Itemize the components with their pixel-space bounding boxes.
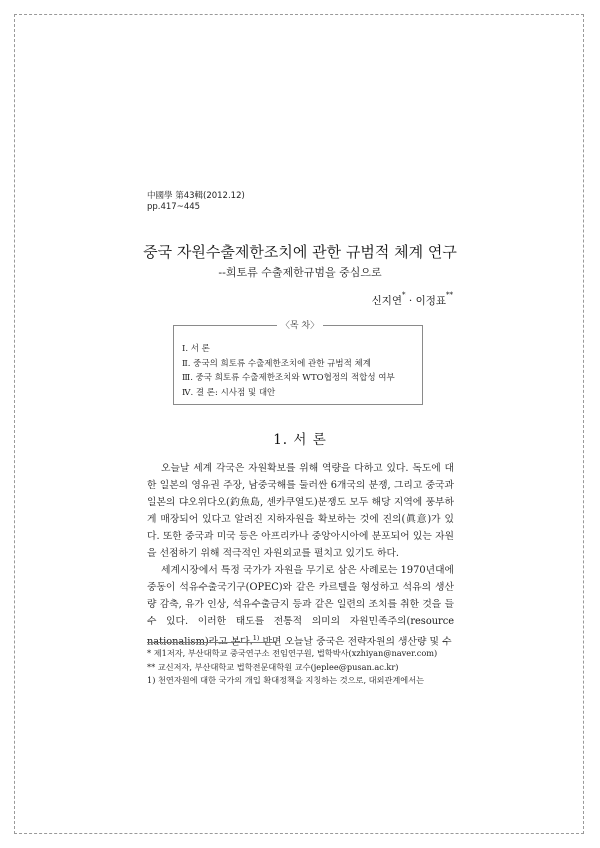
page-crop-border	[14, 14, 584, 834]
toc-item: Ⅲ. 중국 희토류 수출제한조치와 WTO협정의 적합성 여부	[182, 373, 395, 383]
author-2: 이정표	[415, 295, 446, 307]
journal-info	[147, 191, 245, 213]
footnote: * 제1저자, 부산대학교 중국연구소 전임연구원, 법학박사(xzhiyan@naver.com)	[147, 648, 438, 658]
footnote-reference: 1)	[252, 634, 260, 642]
paper-title: 중국 자원수출제한조치에 관한 규범적 체계 연구	[143, 243, 457, 261]
author-2-mark: **	[446, 291, 453, 299]
paragraph: 오늘날 세계 각국은 자원확보를 위해 역량을 다하고 있다. 독도에 대한 일본의 영유권 주장, 남중국해를 둘러싼 6개국의 분쟁, 그리고 중국과 일본의 댜오위다오(釣魚島, 센카쿠열도)분쟁도 모두 해당 지역에 풍부하게 매장되어 있다고 알려진 지하자원을 확보하는 것에 진의(眞意)가 있다. 또한 중국과 미국 등은 아프리카나 중앙아시아에 분포되어 있는 자원을 선점하기 위해 적극적인 자원외교를 펼치고 있기도 하다.	[147, 463, 454, 559]
footnote: 1) 천연자원에 대한 국가의 개입 확대정책을 지칭하는 것으로, 대외관계에서는	[147, 675, 425, 685]
author-1-mark: *	[402, 291, 406, 299]
author-separator: ·	[405, 295, 416, 307]
paragraph: 세계시장에서 특정 국가가 자원을 무기로 삼은 사례로는 1970년대에 중동이 석유수출국기구(OPEC)와 같은 카르텔을 형성하고 석유의 생산량 감축, 유가 인상, 석유수출금지 등과 같은 일련의 조치를 취한 것을 들 수 있다. 이러한 태도를 전통적 의미의 자원민족주의(resource nationalism)라고 본다.$^{1)}$ 반면 오늘날 중국은 전략자원의 생산량 및 수	[147, 565, 454, 648]
body-text	[147, 460, 454, 650]
section-heading: 1. 서 론	[273, 432, 327, 448]
journal-pages: pp.417~445	[147, 202, 201, 212]
footnotes	[147, 647, 457, 688]
journal-volume: 中國學 第43輯(2012.12)	[147, 191, 245, 201]
author-line	[372, 293, 453, 308]
toc-item: Ⅱ. 중국의 희토류 수출제한조치에 관한 규범적 체계	[182, 358, 371, 369]
toc-list	[182, 342, 395, 400]
paper-subtitle: --희토류 수출제한규범을 중심으로	[218, 266, 382, 279]
footnote-divider	[147, 642, 277, 643]
toc-item: Ⅳ. 결 론: 시사점 및 대안	[182, 387, 276, 398]
author-1: 신지연	[371, 295, 403, 307]
footnote: ** 교신저자, 부산대학교 법학전문대학원 교수(jeplee@pusan.ac.kr)	[147, 661, 399, 672]
toc-title: 〈목 차〉	[0, 318, 600, 331]
toc-item: Ⅰ. 서 론	[182, 344, 210, 354]
